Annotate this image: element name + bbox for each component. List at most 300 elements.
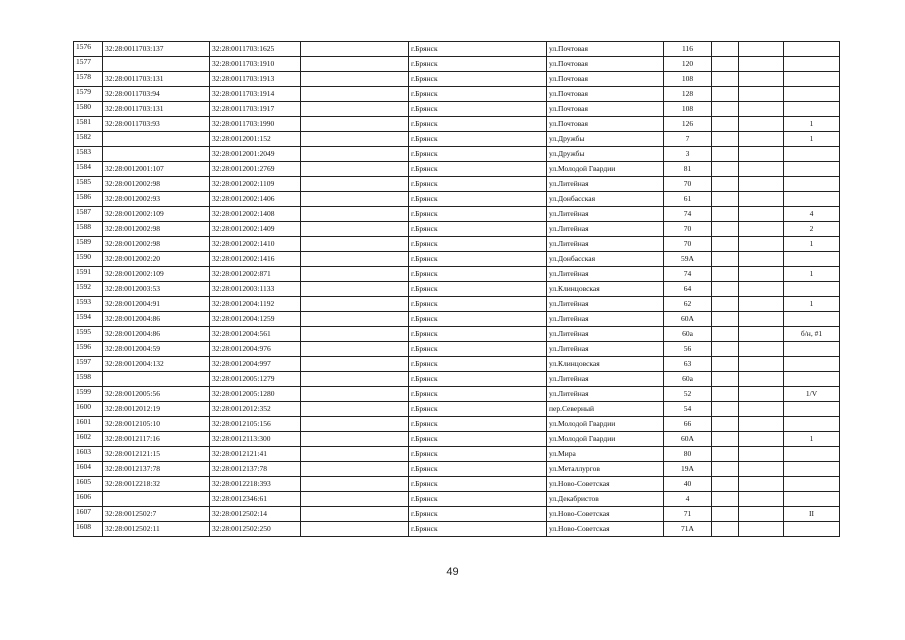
apartment-cell: 4: [784, 207, 840, 222]
blank-cell-2-cell: [712, 87, 739, 102]
table-row: [74, 117, 840, 132]
blank-cell-3-cell: [739, 177, 784, 192]
house-number-cell: 74: [664, 267, 712, 282]
table-row: [74, 312, 840, 327]
city-cell: г.Брянск: [409, 72, 547, 87]
row-number-cell: 1588: [74, 222, 103, 237]
table-row: [74, 342, 840, 357]
apartment-cell: [784, 372, 840, 387]
blank-cell-cell: [301, 132, 409, 147]
blank-cell-cell: [301, 177, 409, 192]
blank-cell-cell: [301, 387, 409, 402]
old-cadastral-number-cell: 32:28:0012002:20: [103, 252, 210, 267]
house-number-cell: 4: [664, 492, 712, 507]
street-cell: ул.Клинцовская: [547, 282, 664, 297]
house-number-cell: 70: [664, 177, 712, 192]
street-cell: ул.Литейная: [547, 297, 664, 312]
house-number-cell: 59А: [664, 252, 712, 267]
street-cell: ул.Почтовая: [547, 57, 664, 72]
apartment-cell: II: [784, 507, 840, 522]
street-cell: ул.Литейная: [547, 312, 664, 327]
street-cell: ул.Декабристов: [547, 492, 664, 507]
blank-cell-3-cell: [739, 387, 784, 402]
cadastral-number-cell: 32:28:0012012:352: [210, 402, 301, 417]
blank-cell-3-cell: [739, 507, 784, 522]
apartment-cell: [784, 492, 840, 507]
city-cell: г.Брянск: [409, 447, 547, 462]
blank-cell-2-cell: [712, 57, 739, 72]
apartment-cell: [784, 282, 840, 297]
old-cadastral-number-cell: 32:28:0012117:16: [103, 432, 210, 447]
city-cell: г.Брянск: [409, 252, 547, 267]
row-number-cell: 1583: [74, 147, 103, 162]
old-cadastral-number-cell: 32:28:0011703:131: [103, 72, 210, 87]
table-row: [74, 57, 840, 72]
blank-cell-2-cell: [712, 207, 739, 222]
blank-cell-cell: [301, 207, 409, 222]
blank-cell-3-cell: [739, 342, 784, 357]
old-cadastral-number-cell: [103, 132, 210, 147]
table-row: [74, 372, 840, 387]
house-number-cell: 54: [664, 402, 712, 417]
row-number-cell: 1602: [74, 432, 103, 447]
blank-cell-cell: [301, 462, 409, 477]
blank-cell-3-cell: [739, 357, 784, 372]
house-number-cell: 66: [664, 417, 712, 432]
street-cell: ул.Клинцовская: [547, 357, 664, 372]
cadastral-number-cell: 32:28:0012002:1109: [210, 177, 301, 192]
blank-cell-3-cell: [739, 87, 784, 102]
street-cell: ул.Мира: [547, 447, 664, 462]
blank-cell-cell: [301, 42, 409, 57]
apartment-cell: [784, 357, 840, 372]
blank-cell-cell: [301, 252, 409, 267]
row-number-cell: 1593: [74, 297, 103, 312]
page-number: 49: [446, 566, 459, 578]
table-row: [74, 522, 840, 537]
blank-cell-2-cell: [712, 192, 739, 207]
row-number-cell: 1581: [74, 117, 103, 132]
blank-cell-3-cell: [739, 57, 784, 72]
cadastral-number-cell: 32:28:0012002:1409: [210, 222, 301, 237]
city-cell: г.Брянск: [409, 132, 547, 147]
blank-cell-2-cell: [712, 342, 739, 357]
blank-cell-cell: [301, 417, 409, 432]
old-cadastral-number-cell: 32:28:0012002:93: [103, 192, 210, 207]
apartment-cell: б/н, #1: [784, 327, 840, 342]
blank-cell-2-cell: [712, 462, 739, 477]
blank-cell-2-cell: [712, 327, 739, 342]
old-cadastral-number-cell: 32:28:0012002:98: [103, 177, 210, 192]
cadastral-number-cell: 32:28:0012002:1416: [210, 252, 301, 267]
cadastral-number-cell: 32:28:0012004:997: [210, 357, 301, 372]
row-number-cell: 1579: [74, 87, 103, 102]
cadastral-number-cell: 32:28:0011703:1990: [210, 117, 301, 132]
city-cell: г.Брянск: [409, 357, 547, 372]
house-number-cell: 60А: [664, 312, 712, 327]
table-row: [74, 267, 840, 282]
table-row: [74, 462, 840, 477]
cadastral-number-cell: 32:28:0012004:561: [210, 327, 301, 342]
row-number-cell: 1607: [74, 507, 103, 522]
city-cell: г.Брянск: [409, 327, 547, 342]
cadastral-number-cell: 32:28:0011703:1917: [210, 102, 301, 117]
street-cell: ул.Почтовая: [547, 117, 664, 132]
street-cell: ул.Литейная: [547, 222, 664, 237]
city-cell: г.Брянск: [409, 477, 547, 492]
cadastral-number-cell: 32:28:0012001:152: [210, 132, 301, 147]
blank-cell-cell: [301, 507, 409, 522]
city-cell: г.Брянск: [409, 387, 547, 402]
apartment-cell: 1: [784, 267, 840, 282]
row-number-cell: 1580: [74, 102, 103, 117]
street-cell: ул.Молодой Гвардии: [547, 417, 664, 432]
street-cell: ул.Литейная: [547, 372, 664, 387]
apartment-cell: [784, 462, 840, 477]
apartment-cell: [784, 42, 840, 57]
table-row: [74, 447, 840, 462]
row-number-cell: 1605: [74, 477, 103, 492]
blank-cell-2-cell: [712, 252, 739, 267]
blank-cell-3-cell: [739, 462, 784, 477]
blank-cell-3-cell: [739, 282, 784, 297]
street-cell: ул.Литейная: [547, 267, 664, 282]
city-cell: г.Брянск: [409, 312, 547, 327]
table-row: [74, 297, 840, 312]
house-number-cell: 108: [664, 102, 712, 117]
blank-cell-cell: [301, 372, 409, 387]
old-cadastral-number-cell: 32:28:0012004:132: [103, 357, 210, 372]
blank-cell-3-cell: [739, 312, 784, 327]
old-cadastral-number-cell: 32:28:0012002:98: [103, 237, 210, 252]
blank-cell-3-cell: [739, 372, 784, 387]
cadastral-number-cell: 32:28:0011703:1913: [210, 72, 301, 87]
street-cell: ул.Ново-Советская: [547, 507, 664, 522]
city-cell: г.Брянск: [409, 522, 547, 537]
old-cadastral-number-cell: 32:28:0012004:59: [103, 342, 210, 357]
street-cell: ул.Почтовая: [547, 42, 664, 57]
row-number-cell: 1592: [74, 282, 103, 297]
table-row: [74, 432, 840, 447]
table-row: [74, 387, 840, 402]
blank-cell-2-cell: [712, 522, 739, 537]
blank-cell-3-cell: [739, 477, 784, 492]
blank-cell-2-cell: [712, 357, 739, 372]
table-row: [74, 192, 840, 207]
blank-cell-3-cell: [739, 192, 784, 207]
blank-cell-3-cell: [739, 147, 784, 162]
apartment-cell: [784, 72, 840, 87]
row-number-cell: 1590: [74, 252, 103, 267]
cadastral-number-cell: 32:28:0012346:61: [210, 492, 301, 507]
house-number-cell: 120: [664, 57, 712, 72]
blank-cell-cell: [301, 72, 409, 87]
blank-cell-cell: [301, 327, 409, 342]
apartment-cell: [784, 57, 840, 72]
apartment-cell: [784, 252, 840, 267]
city-cell: г.Брянск: [409, 57, 547, 72]
blank-cell-cell: [301, 297, 409, 312]
apartment-cell: 1/V: [784, 387, 840, 402]
house-number-cell: 74: [664, 207, 712, 222]
blank-cell-2-cell: [712, 222, 739, 237]
table-row: [74, 327, 840, 342]
row-number-cell: 1595: [74, 327, 103, 342]
apartment-cell: [784, 447, 840, 462]
row-number-cell: 1601: [74, 417, 103, 432]
cadastral-number-cell: 32:28:0012004:976: [210, 342, 301, 357]
old-cadastral-number-cell: [103, 372, 210, 387]
street-cell: ул.Ново-Советская: [547, 477, 664, 492]
blank-cell-cell: [301, 492, 409, 507]
cadastral-number-cell: 32:28:0012002:1410: [210, 237, 301, 252]
apartment-cell: [784, 177, 840, 192]
blank-cell-2-cell: [712, 102, 739, 117]
old-cadastral-number-cell: 32:28:0012105:10: [103, 417, 210, 432]
table-row: [74, 252, 840, 267]
street-cell: ул.Литейная: [547, 177, 664, 192]
cadastral-number-cell: 32:28:0011703:1625: [210, 42, 301, 57]
blank-cell-3-cell: [739, 132, 784, 147]
house-number-cell: 108: [664, 72, 712, 87]
apartment-cell: [784, 162, 840, 177]
blank-cell-3-cell: [739, 72, 784, 87]
table-row: [74, 72, 840, 87]
city-cell: г.Брянск: [409, 372, 547, 387]
apartment-cell: [784, 102, 840, 117]
city-cell: г.Брянск: [409, 102, 547, 117]
blank-cell-cell: [301, 117, 409, 132]
blank-cell-2-cell: [712, 477, 739, 492]
city-cell: г.Брянск: [409, 507, 547, 522]
apartment-cell: [784, 312, 840, 327]
row-number-cell: 1578: [74, 72, 103, 87]
row-number-cell: 1603: [74, 447, 103, 462]
house-number-cell: 71: [664, 507, 712, 522]
old-cadastral-number-cell: 32:28:0012012:19: [103, 402, 210, 417]
blank-cell-cell: [301, 357, 409, 372]
blank-cell-2-cell: [712, 507, 739, 522]
cadastral-number-cell: 32:28:0012005:1279: [210, 372, 301, 387]
house-number-cell: 81: [664, 162, 712, 177]
street-cell: ул.Молодой Гвардии: [547, 162, 664, 177]
house-number-cell: 61: [664, 192, 712, 207]
old-cadastral-number-cell: [103, 147, 210, 162]
apartment-cell: 1: [784, 237, 840, 252]
city-cell: г.Брянск: [409, 297, 547, 312]
row-number-cell: 1594: [74, 312, 103, 327]
cadastral-number-cell: 32:28:0011703:1910: [210, 57, 301, 72]
blank-cell-3-cell: [739, 447, 784, 462]
street-cell: ул.Почтовая: [547, 87, 664, 102]
city-cell: г.Брянск: [409, 207, 547, 222]
apartment-cell: [784, 522, 840, 537]
old-cadastral-number-cell: 32:28:0011703:93: [103, 117, 210, 132]
blank-cell-2-cell: [712, 147, 739, 162]
blank-cell-3-cell: [739, 162, 784, 177]
row-number-cell: 1577: [74, 57, 103, 72]
blank-cell-cell: [301, 57, 409, 72]
table-row: [74, 492, 840, 507]
city-cell: г.Брянск: [409, 492, 547, 507]
table-row: [74, 132, 840, 147]
apartment-cell: 1: [784, 117, 840, 132]
cadastral-number-cell: 32:28:0012001:2769: [210, 162, 301, 177]
street-cell: ул.Ново-Советская: [547, 522, 664, 537]
cadastral-number-cell: 32:28:0012002:1406: [210, 192, 301, 207]
old-cadastral-number-cell: 32:28:0011703:94: [103, 87, 210, 102]
house-number-cell: 7: [664, 132, 712, 147]
table-row: [74, 477, 840, 492]
apartment-cell: [784, 417, 840, 432]
house-number-cell: 56: [664, 342, 712, 357]
old-cadastral-number-cell: 32:28:0012002:109: [103, 207, 210, 222]
house-number-cell: 60а: [664, 372, 712, 387]
registry-table: [73, 41, 840, 537]
blank-cell-2-cell: [712, 492, 739, 507]
street-cell: ул.Литейная: [547, 342, 664, 357]
table-row: [74, 162, 840, 177]
row-number-cell: 1576: [74, 42, 103, 57]
city-cell: г.Брянск: [409, 237, 547, 252]
blank-cell-3-cell: [739, 237, 784, 252]
table-row: [74, 207, 840, 222]
blank-cell-2-cell: [712, 447, 739, 462]
row-number-cell: 1596: [74, 342, 103, 357]
street-cell: ул.Дружбы: [547, 147, 664, 162]
house-number-cell: 63: [664, 357, 712, 372]
blank-cell-cell: [301, 522, 409, 537]
blank-cell-cell: [301, 222, 409, 237]
apartment-cell: 1: [784, 432, 840, 447]
apartment-cell: [784, 147, 840, 162]
blank-cell-cell: [301, 267, 409, 282]
house-number-cell: 3: [664, 147, 712, 162]
blank-cell-2-cell: [712, 372, 739, 387]
house-number-cell: 70: [664, 222, 712, 237]
house-number-cell: 62: [664, 297, 712, 312]
table-row: [74, 177, 840, 192]
blank-cell-cell: [301, 102, 409, 117]
old-cadastral-number-cell: 32:28:0012003:53: [103, 282, 210, 297]
blank-cell-3-cell: [739, 297, 784, 312]
city-cell: г.Брянск: [409, 432, 547, 447]
row-number-cell: 1589: [74, 237, 103, 252]
city-cell: г.Брянск: [409, 402, 547, 417]
street-cell: ул.Молодой Гвардии: [547, 432, 664, 447]
apartment-cell: [784, 402, 840, 417]
table-row: [74, 102, 840, 117]
table-row: [74, 507, 840, 522]
row-number-cell: 1599: [74, 387, 103, 402]
blank-cell-3-cell: [739, 417, 784, 432]
old-cadastral-number-cell: 32:28:0012004:91: [103, 297, 210, 312]
street-cell: ул.Дружбы: [547, 132, 664, 147]
row-number-cell: 1591: [74, 267, 103, 282]
city-cell: г.Брянск: [409, 192, 547, 207]
cadastral-number-cell: 32:28:0012005:1280: [210, 387, 301, 402]
cadastral-number-cell: 32:28:0012137:78: [210, 462, 301, 477]
cadastral-number-cell: 32:28:0012002:1408: [210, 207, 301, 222]
apartment-cell: 1: [784, 297, 840, 312]
old-cadastral-number-cell: 32:28:0012137:78: [103, 462, 210, 477]
apartment-cell: [784, 87, 840, 102]
table-row: [74, 222, 840, 237]
cadastral-number-cell: 32:28:0012004:1192: [210, 297, 301, 312]
blank-cell-3-cell: [739, 207, 784, 222]
blank-cell-cell: [301, 282, 409, 297]
cadastral-number-cell: 32:28:0012113:300: [210, 432, 301, 447]
blank-cell-cell: [301, 87, 409, 102]
city-cell: г.Брянск: [409, 42, 547, 57]
street-cell: ул.Донбасская: [547, 192, 664, 207]
cadastral-number-cell: 32:28:0012105:156: [210, 417, 301, 432]
street-cell: ул.Почтовая: [547, 72, 664, 87]
row-number-cell: 1598: [74, 372, 103, 387]
table-row: [74, 357, 840, 372]
house-number-cell: 128: [664, 87, 712, 102]
table-row: [74, 87, 840, 102]
old-cadastral-number-cell: 32:28:0012502:7: [103, 507, 210, 522]
table-row: [74, 237, 840, 252]
table-body: [74, 42, 840, 537]
cadastral-number-cell: 32:28:0012004:1259: [210, 312, 301, 327]
street-cell: ул.Литейная: [547, 207, 664, 222]
blank-cell-3-cell: [739, 222, 784, 237]
blank-cell-2-cell: [712, 177, 739, 192]
city-cell: г.Брянск: [409, 147, 547, 162]
cadastral-number-cell: 32:28:0012218:393: [210, 477, 301, 492]
old-cadastral-number-cell: 32:28:0011703:131: [103, 102, 210, 117]
city-cell: г.Брянск: [409, 462, 547, 477]
old-cadastral-number-cell: 32:28:0012005:56: [103, 387, 210, 402]
blank-cell-cell: [301, 237, 409, 252]
street-cell: ул.Литейная: [547, 237, 664, 252]
row-number-cell: 1587: [74, 207, 103, 222]
house-number-cell: 64: [664, 282, 712, 297]
cadastral-number-cell: 32:28:0012003:1133: [210, 282, 301, 297]
blank-cell-2-cell: [712, 282, 739, 297]
row-number-cell: 1606: [74, 492, 103, 507]
row-number-cell: 1597: [74, 357, 103, 372]
city-cell: г.Брянск: [409, 267, 547, 282]
cadastral-number-cell: 32:28:0012001:2049: [210, 147, 301, 162]
apartment-cell: [784, 342, 840, 357]
blank-cell-2-cell: [712, 42, 739, 57]
blank-cell-2-cell: [712, 117, 739, 132]
old-cadastral-number-cell: 32:28:0012121:15: [103, 447, 210, 462]
blank-cell-3-cell: [739, 402, 784, 417]
house-number-cell: 60а: [664, 327, 712, 342]
blank-cell-3-cell: [739, 492, 784, 507]
blank-cell-3-cell: [739, 42, 784, 57]
old-cadastral-number-cell: 32:28:0012004:86: [103, 312, 210, 327]
street-cell: ул.Почтовая: [547, 102, 664, 117]
street-cell: ул.Металлургов: [547, 462, 664, 477]
city-cell: г.Брянск: [409, 222, 547, 237]
street-cell: ул.Литейная: [547, 327, 664, 342]
old-cadastral-number-cell: 32:28:0012004:86: [103, 327, 210, 342]
blank-cell-2-cell: [712, 132, 739, 147]
old-cadastral-number-cell: 32:28:0012218:32: [103, 477, 210, 492]
street-cell: ул.Литейная: [547, 387, 664, 402]
old-cadastral-number-cell: 32:28:0011703:137: [103, 42, 210, 57]
city-cell: г.Брянск: [409, 177, 547, 192]
row-number-cell: 1604: [74, 462, 103, 477]
blank-cell-2-cell: [712, 402, 739, 417]
city-cell: г.Брянск: [409, 162, 547, 177]
house-number-cell: 70: [664, 237, 712, 252]
